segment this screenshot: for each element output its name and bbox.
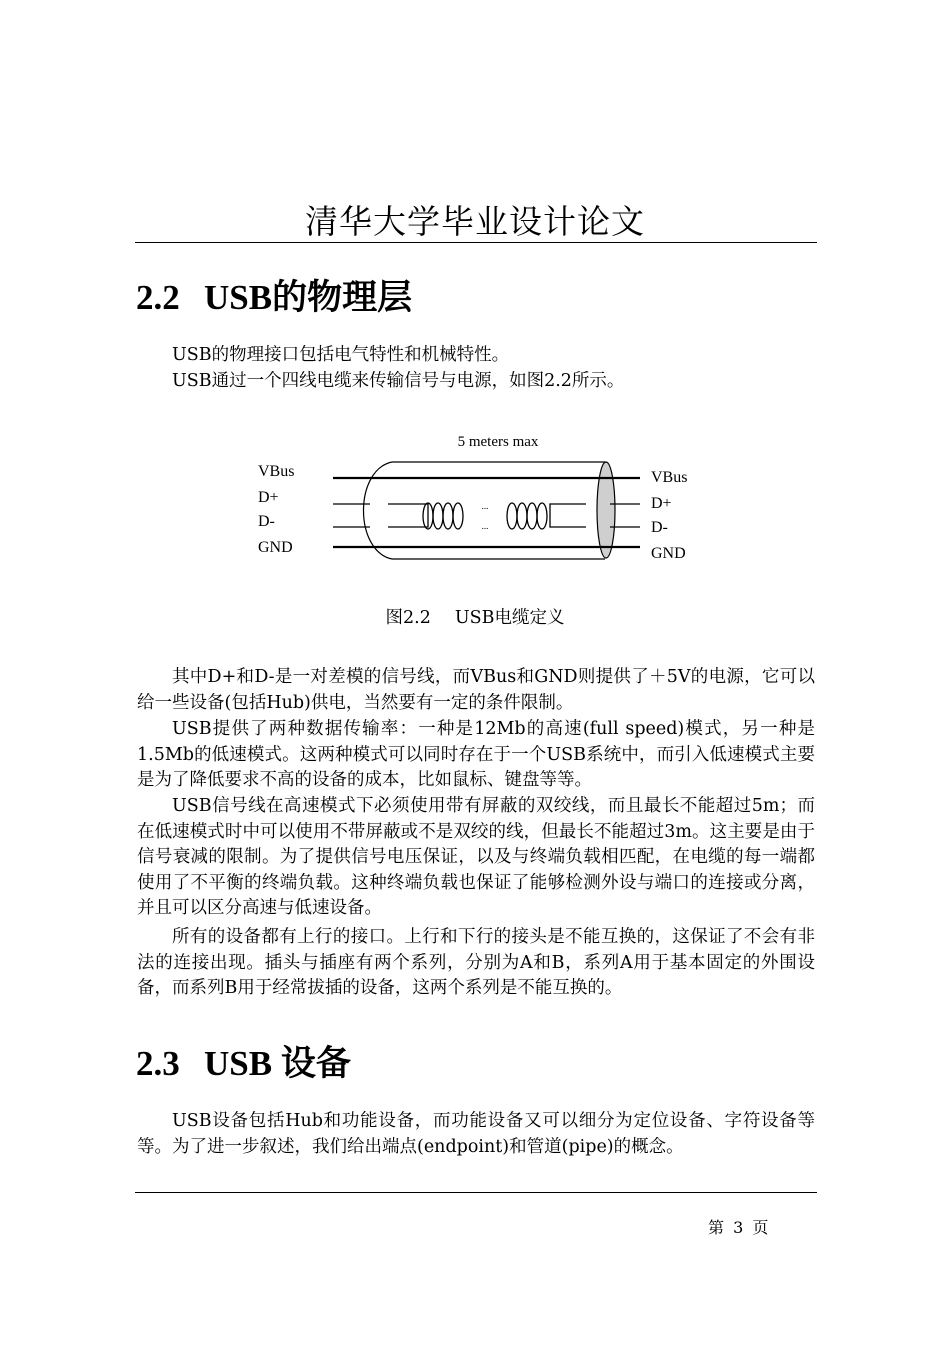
intro-line-1: USB的物理接口包括电气特性和机械特性。 <box>172 345 510 365</box>
page-number: 第 3 页 <box>708 1218 771 1237</box>
section-number: 2.3 <box>136 1044 180 1083</box>
paragraph-1: 其中D+和D-是一对差模的信号线，而VBus和GND则提供了＋5V的电源，它可以给一些设备(包括Hub)供电，当然要有一定的条件限制。 <box>137 667 815 713</box>
paragraph-2: USB提供了两种数据传输率：一种是12Mb的高速(full speed)模式，另一种是1.5Mb的低速模式。这两种模式可以同时存在于一个USB系统中，而引入低速模式主要是为了降低要求不高的设备的成本，比如鼠标、键盘等等。 <box>137 719 815 791</box>
left-label-vbus: VBus <box>258 463 295 480</box>
figure-caption-text: USB电缆定义 <box>454 608 565 628</box>
footer-rule <box>135 1192 817 1193</box>
cable-end-right <box>597 462 615 558</box>
ellipsis-upper: ... <box>481 501 489 511</box>
right-label-vbus: VBus <box>651 469 688 486</box>
right-label-dplus: D+ <box>651 495 672 512</box>
cable-length-label: 5 meters max <box>457 434 539 450</box>
figure-number: 图2.2 <box>385 608 431 628</box>
ellipsis-lower: ... <box>481 521 489 531</box>
section-heading-2-3 <box>136 1036 351 1086</box>
paragraph-3: USB信号线在高速模式下必须使用带有屏蔽的双绞线，而且最长不能超过5m；而在低速模式时中可以使用不带屏蔽或不是双绞的线，但最长不能超过3m。这主要是由于信号衰减的限制。为了提供信号电压保证，以及与终端负载相匹配，在电缆的每一端都使用了不平衡的终端负载。这种终端负载也保证了能够检测外设与端口的连接或分离，并且可以区分高速与低速设备。 <box>137 796 815 919</box>
paragraph-2-3: USB设备包括Hub和功能设备，而功能设备又可以细分为定位设备、字符设备等等。为了进一步叙述，我们给出端点(endpoint)和管道(pipe)的概念。 <box>137 1111 815 1157</box>
section-title: USB的物理层 <box>204 278 413 317</box>
section-number: 2.2 <box>136 278 180 317</box>
right-label-gnd: GND <box>651 545 686 562</box>
cable-end-left <box>364 462 393 559</box>
paragraph-4: 所有的设备都有上行的接口。上行和下行的接头是不能互换的，这保证了不会有非法的连接出现。插头与插座有两个系列，分别为A和B，系列A用于基本固定的外围设备，而系列B用于经常拔插的设备，这两个系列是不能互换的。 <box>137 927 815 999</box>
intro-line-2: USB通过一个四线电缆来传输信号与电源，如图2.2所示。 <box>172 371 625 391</box>
right-label-dminus: D- <box>651 519 668 536</box>
usb-cable-diagram <box>250 425 710 575</box>
header-rule <box>135 242 817 243</box>
document-header-title: 清华大学毕业设计论文 <box>305 202 645 241</box>
left-label-dplus: D+ <box>258 489 279 506</box>
left-label-dminus: D- <box>258 513 275 530</box>
section-title: USB 设备 <box>204 1044 351 1083</box>
figure-caption <box>0 604 950 629</box>
left-label-gnd: GND <box>258 539 293 556</box>
section-heading-2-2 <box>136 270 412 320</box>
